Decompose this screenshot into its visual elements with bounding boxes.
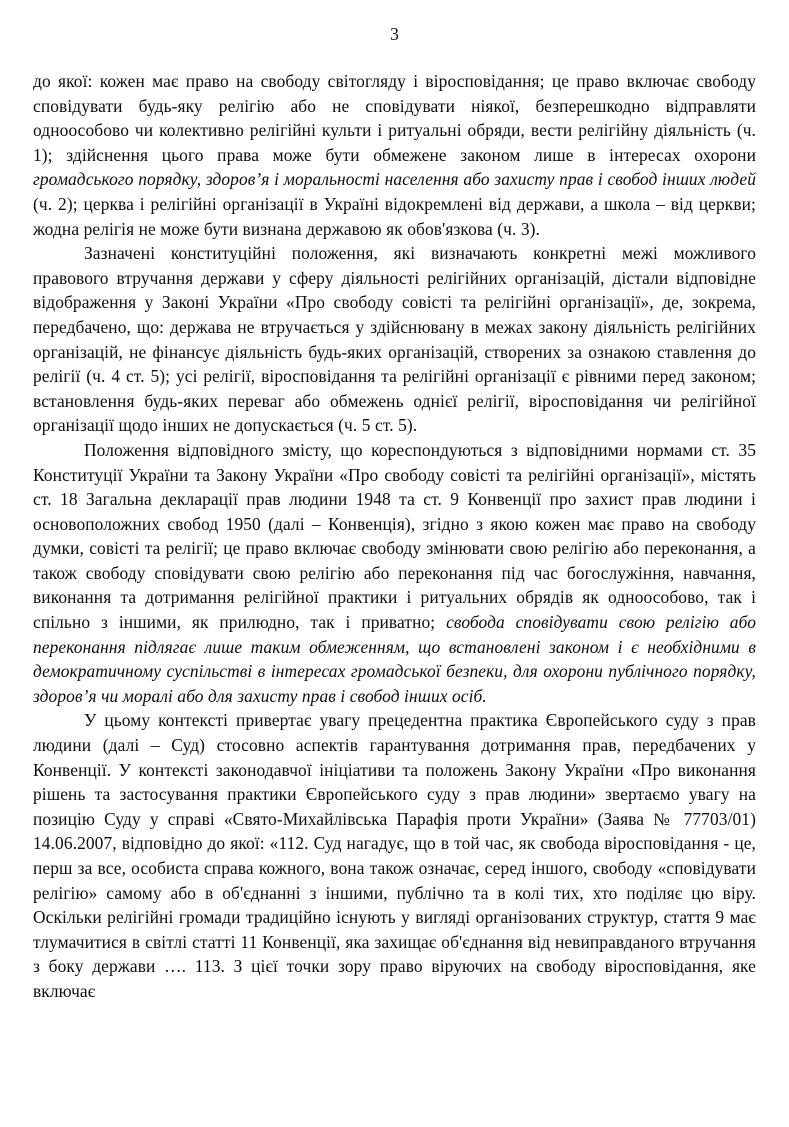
text-segment: до якої: кожен має право на свободу світогляду і віросповідання; це право включає свободу сповідувати будь-яку релігію або не сповідувати ніякої, безперешкодно відправляти одноособово чи колективно релігійні культи і ритуальні обряди, вести релігійну діяльність (ч. 1); здійснення цього права може бути обмежене законом лише в інтересах охорони [33,71,756,165]
document-body [33,69,756,1004]
italic-text-segment: свобода сповідувати свою релігію або переконання підлягає лише таким обмеженням, що встановлені законом і є необхідними в демократичному суспільстві в інтересах громадської безпеки, для охорони публічного порядку, здоров’я чи моралі або для захисту прав і свобод інших осіб. [33,612,756,706]
paragraph [33,69,756,241]
italic-text-segment: громадського порядку, здоров’я і моральності населення або захисту прав і свобод інших людей [33,169,756,190]
paragraph [33,241,756,438]
text-segment: Зазначені конституційні положення, які визначають конкретні межі можливого правового втручання держави у сферу діяльності релігійних організацій, дістали відповідне відображення у Законі України «Про свободу совісті та релігійні організації», де, зокрема, передбачено, що: держава не втручається у здійснювану в межах закону діяльність релігійних організацій, не фінансує діяльність будь-яких організацій, створених за ознакою ставлення до релігії (ч. 4 ст. 5); усі релігії, віросповідання та релігійні організації є рівними перед законом; встановлення будь-яких переваг або обмежень однієї релігії, віросповідання чи релігійної організації щодо інших не допускається (ч. 5 ст. 5). [33,243,756,436]
text-segment: (ч. 2); церква і релігійні організації в Україні відокремлені від держави, а школа – від церкви; жодна релігія не може бути визнана державою як обов'язкова (ч. 3). [33,193,756,239]
paragraph [33,438,756,709]
text-segment: Положення відповідного змісту, що кореспондуються з відповідними нормами ст. 35 Конституції України та Закону України «Про свободу совісті та релігійні організації», містять ст. 18 Загальна декларації прав людини 1948 та ст. 9 Конвенції про захист прав людини і основоположних свобод 1950 (далі – Конвенція), згідно з якою кожен має право на свободу думки, совісті та релігії; це право включає свободу змінювати свою релігію або переконання, а також свободу сповідувати свою релігію або переконання під час богослужіння, навчання, виконання та дотримання релігійної практики і ритуальних обрядів як одноособово, так і спільно з іншими, як прилюдно, так і приватно; [33,439,756,633]
paragraph [33,708,756,1003]
page-number: 3 [390,24,399,44]
text-segment: У цьому контексті привертає увагу прецедентна практика Європейського суду з прав людини (далі – Суд) стосовно аспектів гарантування дотримання прав, передбачених у Конвенції. У контексті законодавчої ініціативи та положень Закону України «Про виконання рішень та застосування практики Європейського суду з прав людини» звертаємо увагу на позицію Суду у справі «Свято-Михайлівська Парафія проти України» (Заява № 77703/01) 14.06.2007, відповідно до якої: «112. Суд нагадує, що в той час, як свобода віросповідання - це, перш за все, особиста справа кожного, вона також означає, серед іншого, свободу «сповідувати релігію» самому або в об'єднанні з іншими, публічно та в колі тих, хто поділяє цю віру. Оскільки релігійні громади традиційно існують у вигляді організованих структур, стаття 9 має тлумачитися в світлі статті 11 Конвенції, яка захищає об'єднання від невиправданого втручання з боку держави …. 113. З цієї точки зору право віруючих на свободу віросповідання, яке включає [33,710,756,1001]
